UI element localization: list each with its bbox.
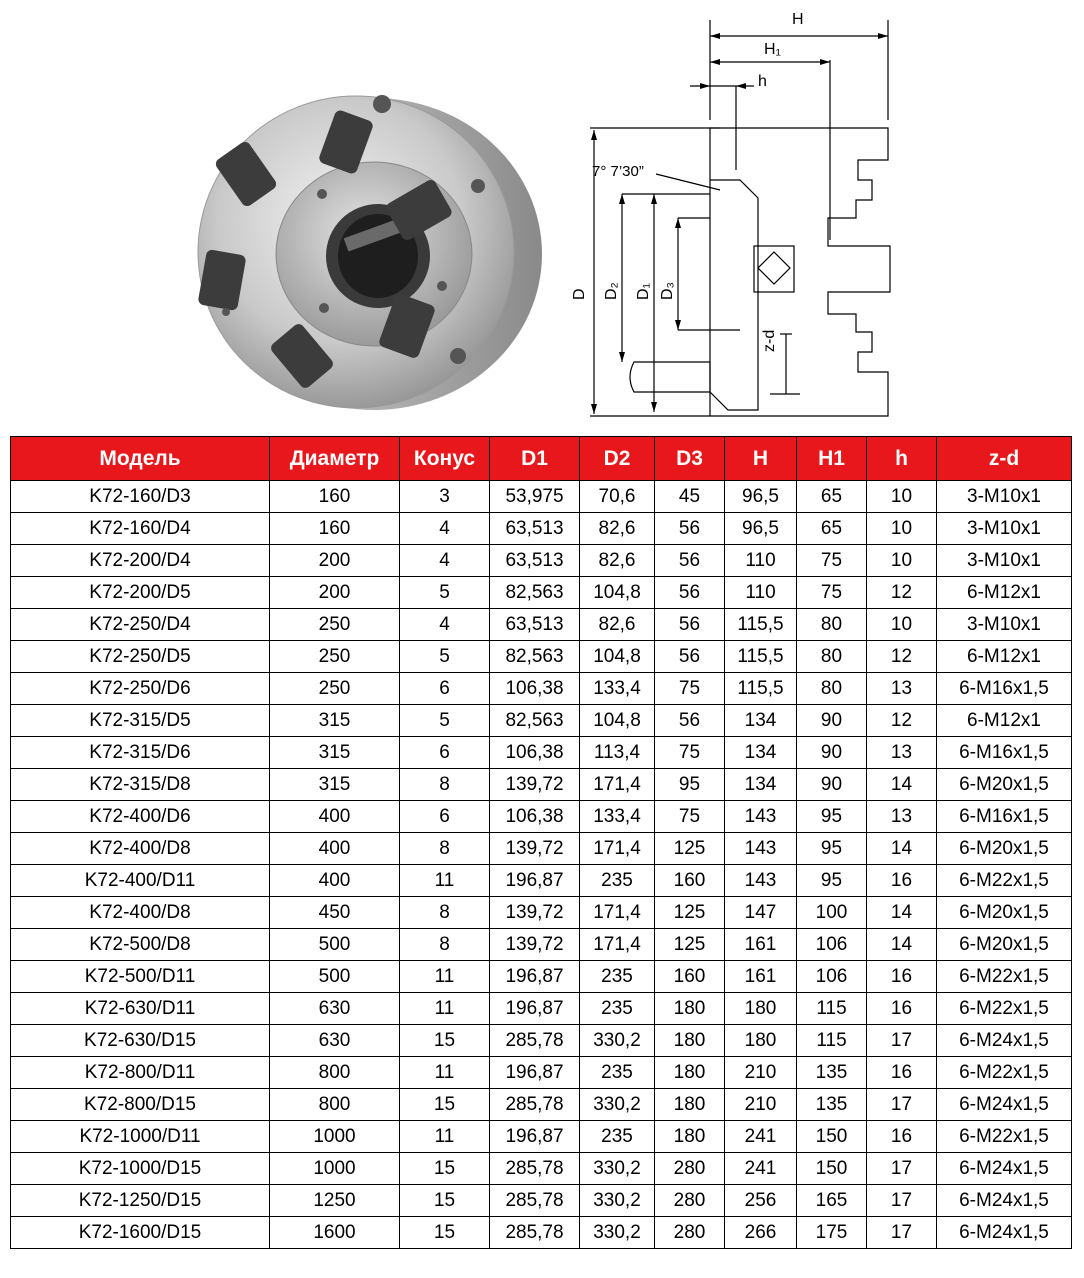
table-cell: 90 [797, 769, 867, 801]
table-cell: 13 [867, 673, 937, 705]
table-cell: 6 [400, 673, 490, 705]
table-cell: 180 [655, 1057, 725, 1089]
table-cell: 80 [797, 609, 867, 641]
table-cell: 11 [400, 961, 490, 993]
table-cell: 75 [655, 801, 725, 833]
table-cell: 196,87 [490, 961, 580, 993]
table-cell: 630 [270, 1025, 400, 1057]
table-cell: 143 [725, 833, 797, 865]
table-cell: 12 [867, 577, 937, 609]
table-cell: K72-400/D11 [11, 865, 270, 897]
table-cell: 5 [400, 641, 490, 673]
table-cell: 280 [655, 1217, 725, 1249]
table-cell: 143 [725, 801, 797, 833]
table-cell: K72-1250/D15 [11, 1185, 270, 1217]
table-row [11, 801, 1072, 833]
table-cell: 235 [580, 1121, 655, 1153]
table-cell: 82,6 [580, 545, 655, 577]
table-cell: 285,78 [490, 1153, 580, 1185]
table-cell: 56 [655, 641, 725, 673]
table-cell: 241 [725, 1153, 797, 1185]
table-cell: 56 [655, 609, 725, 641]
table-cell: K72-250/D6 [11, 673, 270, 705]
table-row [11, 993, 1072, 1025]
chuck-profile [710, 128, 890, 416]
table-cell: 17 [867, 1025, 937, 1057]
technical-drawing [560, 0, 1000, 432]
table-cell: 241 [725, 1121, 797, 1153]
table-cell: 285,78 [490, 1089, 580, 1121]
table-cell: 150 [797, 1121, 867, 1153]
table-cell: K72-250/D4 [11, 609, 270, 641]
table-cell: 6-M20x1,5 [937, 833, 1072, 865]
table-cell: 15 [400, 1089, 490, 1121]
table-cell: 210 [725, 1089, 797, 1121]
table-cell: 180 [655, 1025, 725, 1057]
table-cell: 280 [655, 1153, 725, 1185]
table-cell: K72-315/D6 [11, 737, 270, 769]
table-cell: 133,4 [580, 673, 655, 705]
table-cell: 6-M24x1,5 [937, 1089, 1072, 1121]
table-cell: 6-M12x1 [937, 705, 1072, 737]
table-cell: 330,2 [580, 1217, 655, 1249]
table-cell: 90 [797, 737, 867, 769]
table-cell: 63,513 [490, 513, 580, 545]
table-cell: 160 [270, 481, 400, 513]
table-cell: 11 [400, 865, 490, 897]
table-cell: 115,5 [725, 609, 797, 641]
arrowheads [591, 33, 888, 414]
label-D: D [571, 288, 588, 300]
table-row [11, 481, 1072, 513]
table-cell: 17 [867, 1217, 937, 1249]
table-cell: 235 [580, 865, 655, 897]
col-header: D2 [580, 437, 655, 481]
table-row [11, 865, 1072, 897]
table-cell: 6-M16x1,5 [937, 673, 1072, 705]
table-cell: 4 [400, 609, 490, 641]
table-cell: 6-M20x1,5 [937, 897, 1072, 929]
table-cell: 400 [270, 865, 400, 897]
table-cell: 135 [797, 1089, 867, 1121]
table-body [11, 481, 1072, 1249]
table-cell: 6-M22x1,5 [937, 1057, 1072, 1089]
table-row [11, 545, 1072, 577]
table-cell: 400 [270, 833, 400, 865]
table-cell: 3-M10x1 [937, 513, 1072, 545]
table-cell: 6-M12x1 [937, 641, 1072, 673]
table-cell: 315 [270, 705, 400, 737]
table-cell: K72-400/D8 [11, 897, 270, 929]
table-cell: 1000 [270, 1121, 400, 1153]
label-h: h [758, 73, 767, 90]
table-cell: 171,4 [580, 833, 655, 865]
table-cell: 6 [400, 801, 490, 833]
table-cell: 10 [867, 513, 937, 545]
table-cell: 285,78 [490, 1217, 580, 1249]
table-cell: 160 [270, 513, 400, 545]
table-cell: 196,87 [490, 993, 580, 1025]
table-cell: 82,563 [490, 641, 580, 673]
table-cell: 16 [867, 865, 937, 897]
table-cell: 200 [270, 577, 400, 609]
table-cell: 11 [400, 993, 490, 1025]
table-cell: 1600 [270, 1217, 400, 1249]
table-cell: 15 [400, 1153, 490, 1185]
table-cell: 280 [655, 1185, 725, 1217]
table-cell: K72-500/D8 [11, 929, 270, 961]
table-cell: 65 [797, 481, 867, 513]
table-cell: 196,87 [490, 865, 580, 897]
table-cell: 8 [400, 929, 490, 961]
col-header: Модель [11, 437, 270, 481]
table-cell: 6-M24x1,5 [937, 1025, 1072, 1057]
table-cell: 96,5 [725, 513, 797, 545]
table-cell: 630 [270, 993, 400, 1025]
table-cell: 147 [725, 897, 797, 929]
table-cell: 171,4 [580, 929, 655, 961]
table-row [11, 1185, 1072, 1217]
table-cell: 161 [725, 961, 797, 993]
col-header: z-d [937, 437, 1072, 481]
label-D2: D₂ [603, 282, 620, 300]
table-cell: K72-200/D5 [11, 577, 270, 609]
col-header: D3 [655, 437, 725, 481]
table-cell: K72-500/D11 [11, 961, 270, 993]
table-cell: 10 [867, 545, 937, 577]
table-cell: 63,513 [490, 609, 580, 641]
table-cell: 75 [797, 577, 867, 609]
table-cell: 800 [270, 1089, 400, 1121]
table-row [11, 1153, 1072, 1185]
table-cell: 95 [797, 865, 867, 897]
table-row [11, 769, 1072, 801]
table-cell: 266 [725, 1217, 797, 1249]
table-cell: 10 [867, 609, 937, 641]
table-cell: 6-M24x1,5 [937, 1217, 1072, 1249]
table-cell: 400 [270, 801, 400, 833]
table-cell: 82,563 [490, 577, 580, 609]
table-cell: 139,72 [490, 833, 580, 865]
table-cell: 180 [655, 1089, 725, 1121]
table-cell: 17 [867, 1089, 937, 1121]
table-cell: K72-400/D8 [11, 833, 270, 865]
table-cell: 5 [400, 577, 490, 609]
table-cell: 75 [655, 673, 725, 705]
table-cell: K72-1600/D15 [11, 1217, 270, 1249]
table-cell: 250 [270, 673, 400, 705]
table-cell: 285,78 [490, 1025, 580, 1057]
table-row [11, 737, 1072, 769]
table-cell: 1000 [270, 1153, 400, 1185]
table-cell: 4 [400, 513, 490, 545]
table-cell: 56 [655, 577, 725, 609]
table-cell: 45 [655, 481, 725, 513]
table-cell: 1250 [270, 1185, 400, 1217]
table-cell: 14 [867, 833, 937, 865]
table-cell: 53,975 [490, 481, 580, 513]
table-row [11, 1121, 1072, 1153]
chuck-photo [196, 86, 546, 416]
bolt-profile [630, 362, 710, 392]
table-cell: 125 [655, 897, 725, 929]
table-cell: 90 [797, 705, 867, 737]
table-cell: 139,72 [490, 769, 580, 801]
table-cell: 11 [400, 1057, 490, 1089]
table-row [11, 705, 1072, 737]
table-row [11, 577, 1072, 609]
table-cell: 15 [400, 1217, 490, 1249]
key-square [754, 246, 794, 292]
table-cell: 110 [725, 577, 797, 609]
table-cell: 139,72 [490, 929, 580, 961]
table-cell: 11 [400, 1121, 490, 1153]
table-cell: 235 [580, 993, 655, 1025]
col-header: H1 [797, 437, 867, 481]
table-cell: 330,2 [580, 1185, 655, 1217]
table-cell: 285,78 [490, 1185, 580, 1217]
table-cell: 250 [270, 641, 400, 673]
table-cell: 95 [797, 833, 867, 865]
table-cell: 6-M22x1,5 [937, 865, 1072, 897]
table-cell: 139,72 [490, 897, 580, 929]
col-header: Диаметр [270, 437, 400, 481]
table-cell: K72-800/D15 [11, 1089, 270, 1121]
table-cell: 8 [400, 769, 490, 801]
table-cell: 15 [400, 1185, 490, 1217]
table-cell: 210 [725, 1057, 797, 1089]
label-D1: D₁ [635, 283, 652, 300]
table-cell: 196,87 [490, 1057, 580, 1089]
table-cell: 500 [270, 929, 400, 961]
table-cell: 6-M16x1,5 [937, 801, 1072, 833]
table-cell: 104,8 [580, 705, 655, 737]
table-cell: 180 [725, 993, 797, 1025]
table-cell: K72-315/D8 [11, 769, 270, 801]
table-row [11, 1025, 1072, 1057]
table-cell: 13 [867, 737, 937, 769]
table-cell: 315 [270, 737, 400, 769]
table-cell: 165 [797, 1185, 867, 1217]
table-cell: K72-630/D15 [11, 1025, 270, 1057]
table-cell: 330,2 [580, 1089, 655, 1121]
table-header-row [11, 437, 1072, 481]
table-row [11, 513, 1072, 545]
spec-table [10, 436, 1072, 1249]
table-cell: 3-M10x1 [937, 545, 1072, 577]
table-cell: 115 [797, 993, 867, 1025]
label-zd: z-d [761, 329, 778, 352]
table-cell: K72-200/D4 [11, 545, 270, 577]
table-cell: 800 [270, 1057, 400, 1089]
table-cell: 161 [725, 929, 797, 961]
table-cell: 17 [867, 1185, 937, 1217]
table-cell: K72-630/D11 [11, 993, 270, 1025]
table-cell: 6-M22x1,5 [937, 1121, 1072, 1153]
table-cell: 3-M10x1 [937, 609, 1072, 641]
table-cell: 450 [270, 897, 400, 929]
table-cell: 75 [797, 545, 867, 577]
table-row [11, 833, 1072, 865]
table-cell: 180 [725, 1025, 797, 1057]
table-cell: 115 [797, 1025, 867, 1057]
table-cell: 5 [400, 705, 490, 737]
label-H: H [792, 11, 804, 28]
table-cell: 134 [725, 705, 797, 737]
table-cell: 82,563 [490, 705, 580, 737]
table-cell: 56 [655, 545, 725, 577]
table-cell: K72-160/D4 [11, 513, 270, 545]
table-cell: 16 [867, 1121, 937, 1153]
table-cell: K72-800/D11 [11, 1057, 270, 1089]
table-cell: 95 [655, 769, 725, 801]
table-cell: 500 [270, 961, 400, 993]
table-cell: 12 [867, 705, 937, 737]
table-cell: 134 [725, 737, 797, 769]
table-cell: 56 [655, 705, 725, 737]
flange-profile [710, 180, 758, 410]
table-cell: 175 [797, 1217, 867, 1249]
table-cell: 160 [655, 961, 725, 993]
table-cell: 17 [867, 1153, 937, 1185]
table-cell: 16 [867, 961, 937, 993]
table-cell: 110 [725, 545, 797, 577]
table-cell: 6-M12x1 [937, 577, 1072, 609]
table-cell: 8 [400, 833, 490, 865]
col-header: h [867, 437, 937, 481]
table-cell: 106,38 [490, 673, 580, 705]
table-row [11, 1217, 1072, 1249]
table-cell: 15 [400, 1025, 490, 1057]
table-cell: 113,4 [580, 737, 655, 769]
table-cell: 330,2 [580, 1025, 655, 1057]
table-row [11, 929, 1072, 961]
table-row [11, 1089, 1072, 1121]
table-row [11, 609, 1072, 641]
table-row [11, 961, 1072, 993]
table-cell: 134 [725, 769, 797, 801]
table-cell: 6-M20x1,5 [937, 929, 1072, 961]
table-cell: K72-1000/D11 [11, 1121, 270, 1153]
table-cell: 100 [797, 897, 867, 929]
table-cell: 315 [270, 769, 400, 801]
table-cell: 115,5 [725, 673, 797, 705]
table-cell: 330,2 [580, 1153, 655, 1185]
table-cell: 14 [867, 769, 937, 801]
table-cell: K72-400/D6 [11, 801, 270, 833]
table-cell: K72-1000/D15 [11, 1153, 270, 1185]
table-cell: 70,6 [580, 481, 655, 513]
table-cell: 125 [655, 833, 725, 865]
table-cell: 8 [400, 897, 490, 929]
table-cell: 106 [797, 961, 867, 993]
table-row [11, 1057, 1072, 1089]
table-cell: 96,5 [725, 481, 797, 513]
table-cell: 250 [270, 609, 400, 641]
table-cell: 65 [797, 513, 867, 545]
col-header: Конус [400, 437, 490, 481]
table-cell: 95 [797, 801, 867, 833]
table-cell: 3-M10x1 [937, 481, 1072, 513]
table-cell: 171,4 [580, 769, 655, 801]
table-cell: 235 [580, 961, 655, 993]
table-cell: 6 [400, 737, 490, 769]
table-cell: 10 [867, 481, 937, 513]
table-cell: 171,4 [580, 897, 655, 929]
table-cell: 6-M16x1,5 [937, 737, 1072, 769]
table-cell: 180 [655, 993, 725, 1025]
table-cell: 106,38 [490, 801, 580, 833]
table-cell: 104,8 [580, 641, 655, 673]
label-H1: H₁ [764, 41, 781, 58]
table-cell: 75 [655, 737, 725, 769]
table-cell: 13 [867, 801, 937, 833]
table-cell: 6-M24x1,5 [937, 1185, 1072, 1217]
table-cell: 135 [797, 1057, 867, 1089]
table-cell: 3 [400, 481, 490, 513]
table-cell: 6-M20x1,5 [937, 769, 1072, 801]
table-cell: 63,513 [490, 545, 580, 577]
label-angle: 7° 7’30” [592, 163, 644, 180]
table-cell: K72-250/D5 [11, 641, 270, 673]
col-header: D1 [490, 437, 580, 481]
table-cell: 14 [867, 897, 937, 929]
table-cell: 6-M22x1,5 [937, 993, 1072, 1025]
table-cell: 160 [655, 865, 725, 897]
table-cell: 80 [797, 673, 867, 705]
table-cell: 4 [400, 545, 490, 577]
table-cell: 115,5 [725, 641, 797, 673]
table-cell: 256 [725, 1185, 797, 1217]
table-cell: 6-M24x1,5 [937, 1153, 1072, 1185]
table-cell: 80 [797, 641, 867, 673]
table-cell: 235 [580, 1057, 655, 1089]
table-cell: 16 [867, 993, 937, 1025]
table-cell: 143 [725, 865, 797, 897]
table-cell: 16 [867, 1057, 937, 1089]
table-cell: 82,6 [580, 609, 655, 641]
label-D3: D₃ [659, 281, 676, 300]
table-cell: 6-M22x1,5 [937, 961, 1072, 993]
table-cell: 180 [655, 1121, 725, 1153]
table-cell: 125 [655, 929, 725, 961]
table-cell: 150 [797, 1153, 867, 1185]
table-cell: 56 [655, 513, 725, 545]
table-row [11, 641, 1072, 673]
col-header: H [725, 437, 797, 481]
table-cell: 106 [797, 929, 867, 961]
table-cell: 82,6 [580, 513, 655, 545]
table-cell: K72-315/D5 [11, 705, 270, 737]
table-cell: 14 [867, 929, 937, 961]
table-row [11, 673, 1072, 705]
table-cell: 12 [867, 641, 937, 673]
table-row [11, 897, 1072, 929]
table-cell: 104,8 [580, 577, 655, 609]
table-cell: 196,87 [490, 1121, 580, 1153]
table-cell: 133,4 [580, 801, 655, 833]
table-cell: K72-160/D3 [11, 481, 270, 513]
table-cell: 200 [270, 545, 400, 577]
table-cell: 106,38 [490, 737, 580, 769]
